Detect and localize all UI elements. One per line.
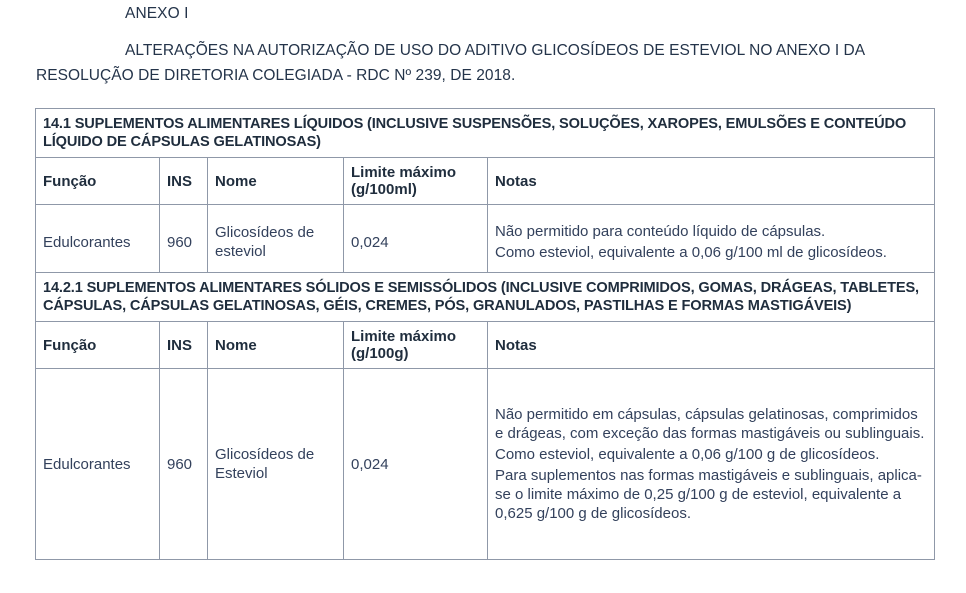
note-paragraph: Para suplementos nas formas mastigáveis e sublinguais, aplica-se o limite máximo de 0,25 g/100 g de esteviol, equivalente a 0,625 g/100 g de glicosídeos. [495,467,922,522]
cell-limite-maximo: 0,024 [344,369,488,560]
column-header-ins: INS [160,322,208,369]
table-section-banner-row [36,109,935,158]
column-header-limite-line1: Limite máximo [351,164,457,181]
table-suplementos-solidos [35,272,935,560]
note-paragraph: Como esteviol, equivalente a 0,06 g/100 g de glicosídeos. [495,446,880,463]
annex-title: ANEXO I [125,5,189,22]
column-header-notas: Notas [488,322,935,369]
note-paragraph: Não permitido para conteúdo líquido de cápsulas. [495,223,826,240]
column-header-limite-line2: (g/100g) [351,345,409,362]
table-header-row [36,158,935,205]
cell-ins: 960 [160,205,208,280]
column-header-nome: Nome [208,322,344,369]
cell-notas [488,205,935,280]
column-header-notas: Notas [488,158,935,205]
column-header-funcao: Função [36,322,160,369]
column-header-limite-maximo [344,158,488,205]
column-header-limite-maximo [344,322,488,369]
note-paragraph: Como esteviol, equivalente a 0,06 g/100 ml de glicosídeos. [495,244,887,261]
column-header-funcao: Função [36,158,160,205]
cell-notas [488,369,935,560]
cell-ins: 960 [160,369,208,560]
column-header-nome: Nome [208,158,344,205]
column-header-ins: INS [160,158,208,205]
table-suplementos-liquidos [35,108,935,280]
cell-nome: Glicosídeos de esteviol [208,205,344,280]
table-row [36,369,935,560]
table-row [36,205,935,280]
section-banner-14-2-1: 14.2.1 SUPLEMENTOS ALIMENTARES SÓLIDOS E SEMISSÓLIDOS (INCLUSIVE COMPRIMIDOS, GOMAS, DRÁGEAS, TABLETES, CÁPSULAS, CÁPSULAS GELATINOSAS, GÉIS, CREMES, PÓS, GRANULADOS, PASTILHAS E FORMAS MASTIGÁVEIS) [36,273,935,322]
table-header-row [36,322,935,369]
column-header-limite-line2: (g/100ml) [351,181,417,198]
cell-funcao: Edulcorantes [36,369,160,560]
table-section-banner-row [36,273,935,322]
section-banner-14-1: 14.1 SUPLEMENTOS ALIMENTARES LÍQUIDOS (INCLUSIVE SUSPENSÕES, SOLUÇÕES, XAROPES, EMULSÕES E CONTEÚDO LÍQUIDO DE CÁPSULAS GELATINOSAS) [36,109,935,158]
cell-funcao: Edulcorantes [36,205,160,280]
column-header-limite-line1: Limite máximo [351,328,457,345]
intro-paragraph: ALTERAÇÕES NA AUTORIZAÇÃO DE USO DO ADITIVO GLICOSÍDEOS DE ESTEVIOL NO ANEXO I DA RESOLUÇÃO DE DIRETORIA COLEGIADA - RDC Nº 239, DE 2018. [36,42,865,84]
cell-nome: Glicosídeos de Esteviol [208,369,344,560]
note-paragraph: Não permitido em cápsulas, cápsulas gelatinosas, comprimidos e drágeas, com exceção das formas mastigáveis ou sublinguais. [495,406,925,442]
cell-limite-maximo: 0,024 [344,205,488,280]
